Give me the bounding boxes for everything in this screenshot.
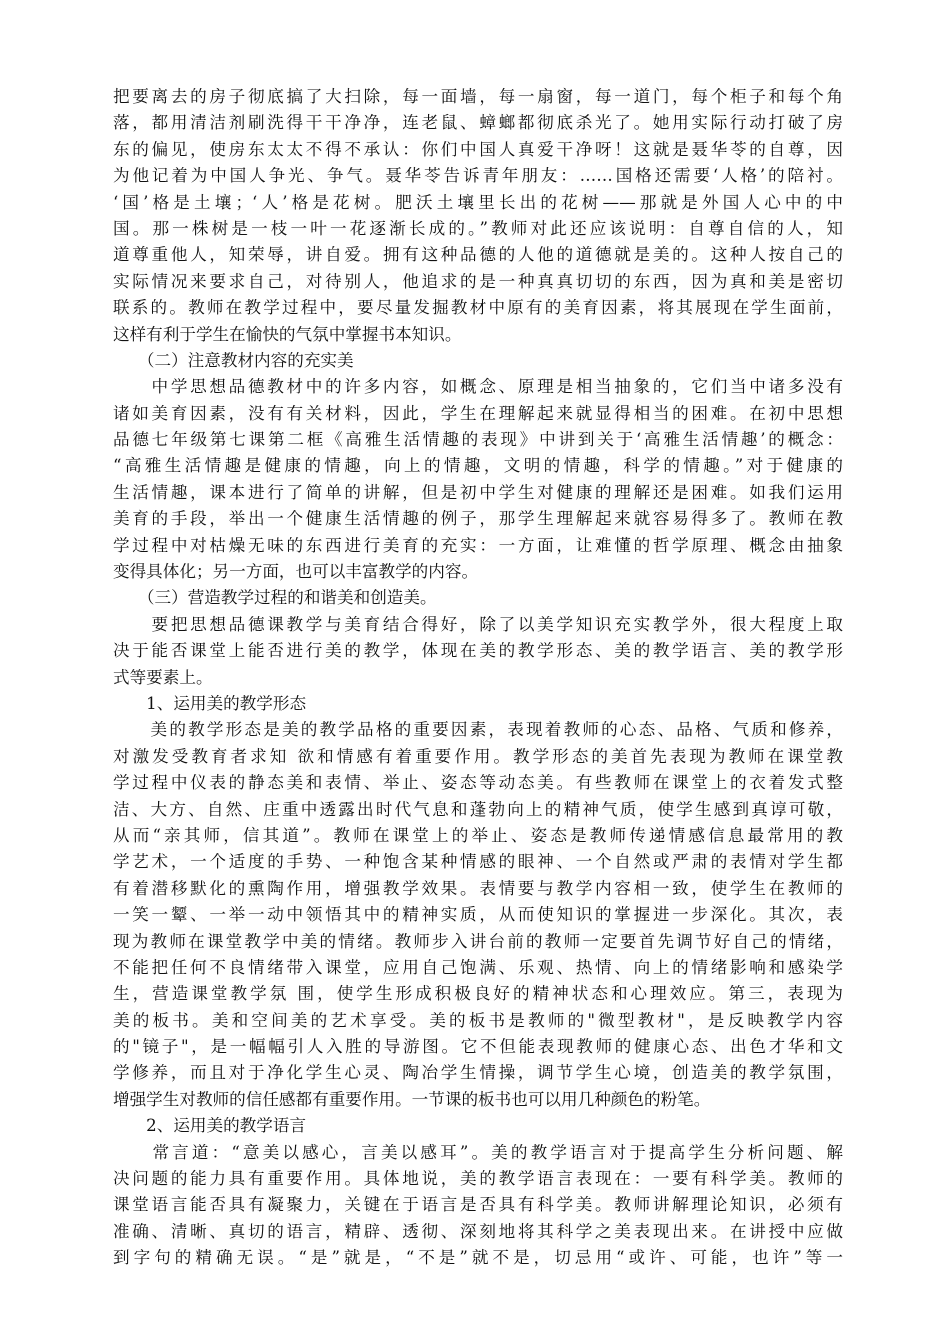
text-line: 常言道：“意美以感心，言美以感耳”。美的教学语言对于提高学生分析问题、解 (113, 1142, 843, 1162)
text-line: 生活情趣，课本进行了简单的讲解，但是初中学生对健康的理解还是困难。如我们运用 (113, 482, 843, 502)
text-line: 落，都用清洁剂刷洗得干干净净，连老鼠、蟑螂都彻底杀光了。她用实际行动打破了房 (113, 113, 843, 133)
text-line: 变得具体化；另一方面，也可以丰富教学的内容。 (113, 562, 479, 582)
text-line: 中学思想品德教材中的许多内容，如概念、原理是相当抽象的，它们当中诸多没有 (113, 377, 843, 397)
text-line: 学修养，而且对于净化学生心灵、陶冶学生情操，调节学生心境，创造美的教学氛围， (113, 1063, 843, 1083)
text-line: “高雅生活情趣是健康的情趣，向上的情趣，文明的情趣，科学的情趣。”对于健康的 (113, 456, 843, 476)
text-line: 增强学生对教师的信任感都有重要作用。一节课的板书也可以用几种颜色的粉笔。 (113, 1089, 711, 1109)
text-line: 现为教师在课堂教学中美的情绪。教师步入讲台前的教师一定要首先调节好自己的情绪， (113, 931, 843, 951)
text-line: 美的板书。美和空间美的艺术享受。美的板书是教师的"微型教材"，是反映教学内容 (113, 1010, 843, 1030)
text-line: 美的教学形态是美的教学品格的重要因素，表现着教师的心态、品格、气质和修养， (113, 720, 843, 740)
text-line: 洁、大方、自然、庄重中透露出时代气息和蓬勃向上的精神气质，使学生感到真谆可敬， (113, 799, 843, 819)
text-line: 课堂语言能否具有凝聚力，关键在于语言是否具有科学美。教师讲解理论知识，必须有 (113, 1195, 843, 1215)
text-line: ‘国’格是土壤；‘人’格是花树。肥沃土壤里长出的花树——那就是外国人心中的中 (113, 192, 843, 212)
text-line: 生，营造课堂教学氛 围，使学生形成积极良好的精神状态和心理效应。第三，表现为 (113, 984, 843, 1004)
text-line: 要把思想品德课教学与美育结合得好，除了以美学知识充实教学外，很大程度上取 (113, 614, 843, 634)
text-line: 东的偏见，使房东太太不得不承认：你们中国人真爱干净呀！这就是聂华苓的自尊，因 (113, 139, 843, 159)
text-line: 一笑一颦、一举一动中领悟其中的精神实质，从而使知识的掌握进一步深化。其次，表 (113, 905, 843, 925)
subsection-heading: 2、运用美的教学语言 (113, 1116, 307, 1136)
text-line: 的"镜子"，是一幅幅引人入胜的导游图。它不但能表现教师的健康心态、出色才华和文 (113, 1037, 843, 1057)
text-line: 有着潜移默化的熏陶作用，增强教学效果。表情要与教学内容相一致，使学生在教师的 (113, 878, 843, 898)
text-line: 把要离去的房子彻底搞了大扫除，每一面墙，每一扇窗，每一道门，每个柜子和每个角 (113, 87, 843, 106)
text-line: 实际情况来要求自己，对待别人，他追求的是一种真真切切的东西，因为真和美是密切 (113, 271, 843, 291)
section-heading: （三）营造教学过程的和谐美和创造美。 (113, 588, 437, 608)
text-line: 到字句的精确无误。“是”就是，“不是”就不是，切忌用“或许、可能，也许”等一 (113, 1248, 843, 1268)
text-line: 不能把任何不良情绪带入课堂，应用自己饱满、乐观、热情、向上的情绪影响和感染学 (113, 957, 843, 977)
text-line: 道尊重他人，知荣辱，讲自爱。拥有这种品德的人他的道德就是美的。这种人按自己的 (113, 245, 843, 265)
section-heading: （二）注意教材内容的充实美 (113, 350, 354, 370)
text-line: 决于能否课堂上能否进行美的教学，体现在美的教学形态、美的教学语言、美的教学形 (113, 641, 843, 661)
text-line: 品德七年级第七课第二框《高雅生活情趣的表现》中讲到关于‘高雅生活情趣’的概念： (113, 430, 843, 450)
text-line: 这样有利于学生在愉快的气氛中掌握书本知识。 (113, 324, 462, 344)
text-line: 对激发受教育者求知 欲和情感有着重要作用。教学形态的美首先表现为教师在课堂教 (113, 746, 843, 766)
text-line: 准确、清晰、真切的语言，精辟、透彻、深刻地将其科学之美表现出来。在讲授中应做 (113, 1221, 843, 1241)
subsection-heading: 1、运用美的教学形态 (113, 693, 307, 713)
document-page (113, 84, 843, 1272)
text-line: 美育的手段，举出一个健康生活情趣的例子，那学生理解起来就容易得多了。教师在教 (113, 509, 843, 529)
text-line: 为他记着为中国人争光、争气。聂华苓告诉青年朋友：……国格还需要‘人格’的陪衬。 (113, 166, 843, 186)
text-line: 式等要素上。 (113, 667, 213, 687)
text-line: 诸如美育因素，没有有关材料，因此，学生在理解起来就显得相当的困难。在初中思想 (113, 403, 843, 423)
text-line: 学过程中仪表的静态美和表情、举止、姿态等动态美。有些教师在课堂上的衣着发式整 (113, 773, 843, 793)
text-line: 从而“亲其师，信其道”。教师在课堂上的举止、姿态是教师传递情感信息最常用的教 (113, 825, 843, 845)
text-line: 学艺术，一个适度的手势、一种饱含某种情感的眼神、一个自然或严肃的表情对学生都 (113, 852, 843, 872)
text-line: 决问题的能力具有重要作用。具体地说，美的教学语言表现在：一要有科学美。教师的 (113, 1169, 843, 1189)
text-line: 国。那一株树是一枝一叶一花逐渐长成的。”教师对此还应该说明：自尊自信的人，知 (113, 218, 843, 238)
text-line: 学过程中对枯燥无味的东西进行美育的充实：一方面，让难懂的哲学原理、概念由抽象 (113, 535, 843, 555)
text-line: 联系的。教师在教学过程中，要尽量发掘教材中原有的美育因素，将其展现在学生面前， (113, 298, 843, 318)
